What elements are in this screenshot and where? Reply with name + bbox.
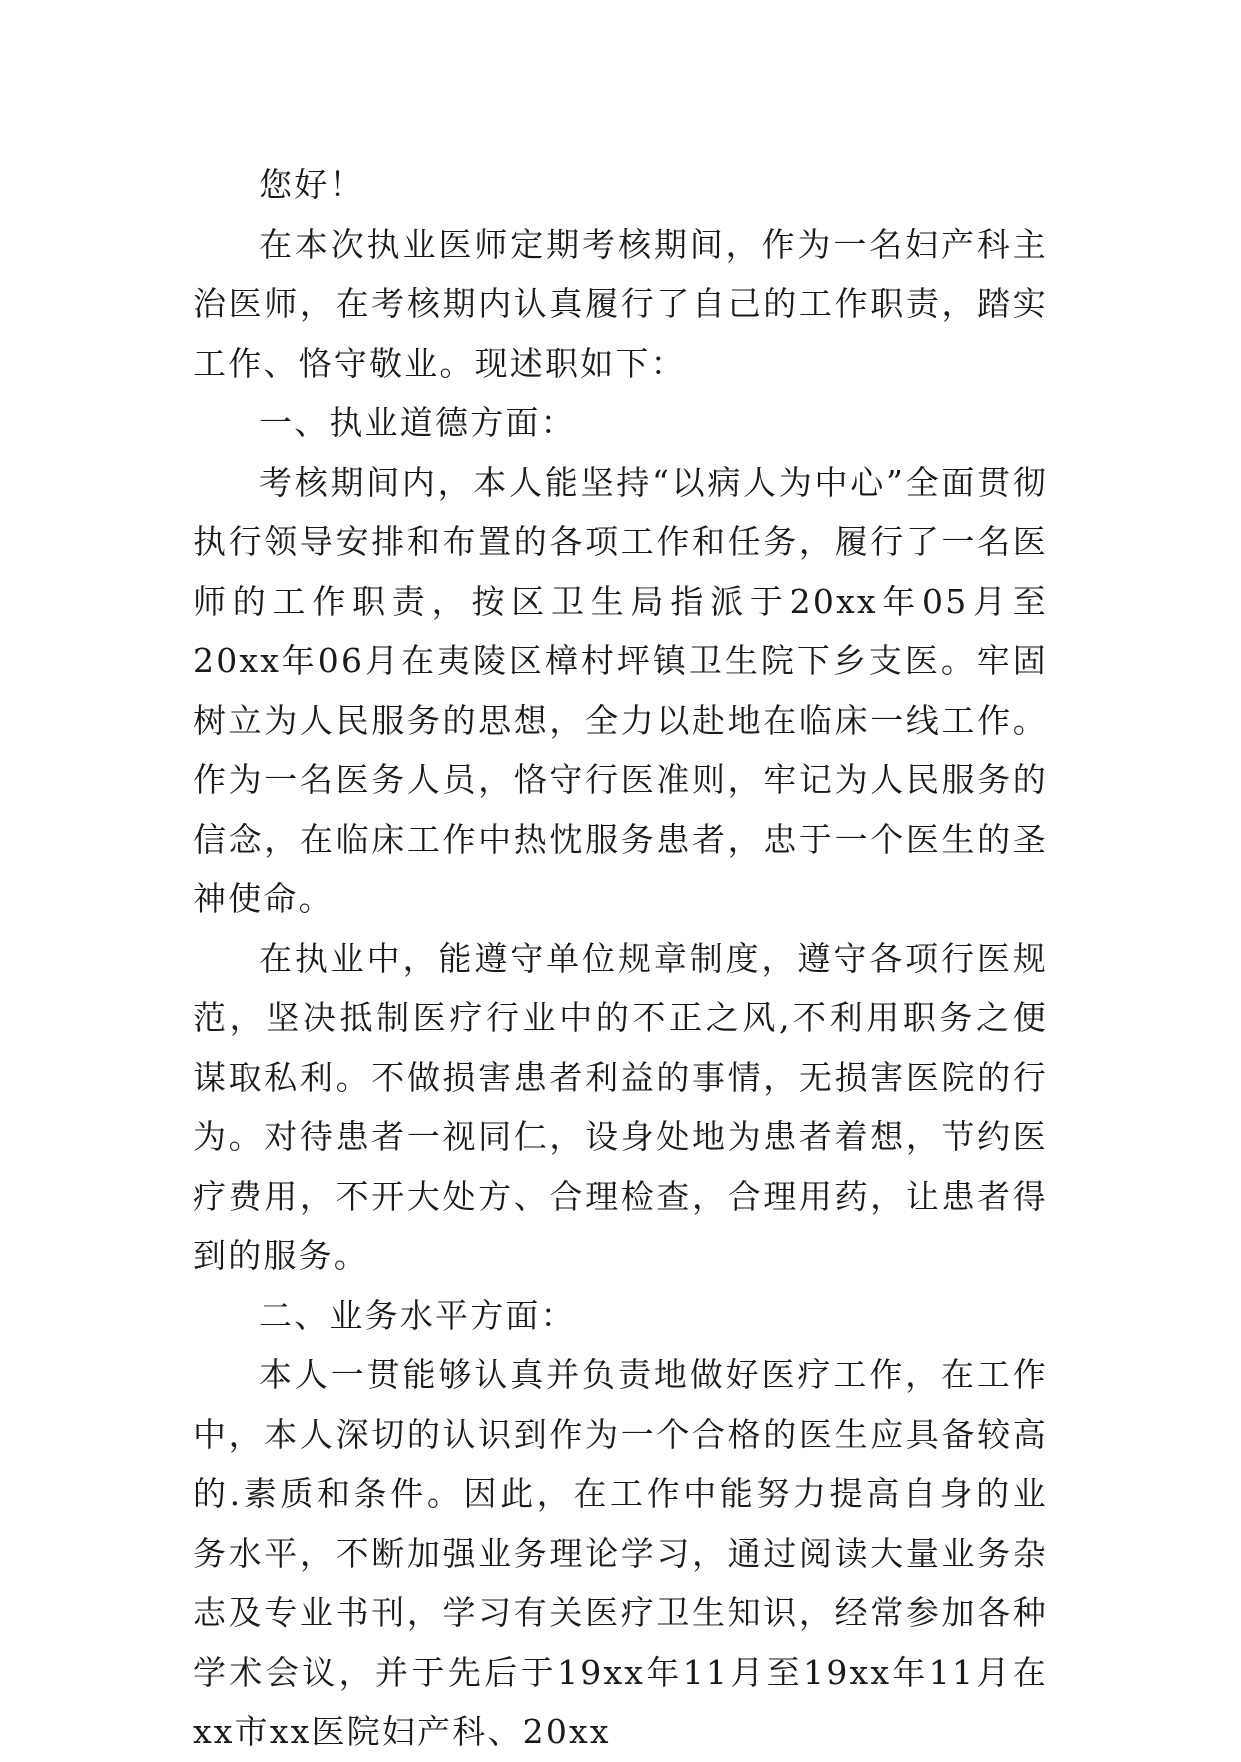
ethics-paragraph-2: 在执业中，能遵守单位规章制度，遵守各项行医规范，坚决抵制医疗行业中的不正之风,不利用职务之便谋取私利。不做损害患者利益的事情，无损害医院的行为。对待患者一视同仁，设身处地为患者着想，节约医疗费用，不开大处方、合理检查，合理用药，让患者得到的服务。	[193, 938, 1048, 1275]
greeting-paragraph: 您好！	[259, 165, 365, 204]
section-heading-skills: 二、业务水平方面：	[259, 1295, 576, 1335]
section-heading-ethics: 一、执业道德方面：	[259, 403, 576, 442]
skills-paragraph-1: 本人一贯能够认真并负责地做好医疗工作，在工作中，本人深切的认识到作为一个合格的医生应具备较高的.素质和条件。因此，在工作中能努力提高自身的业务水平，不断加强业务理论学习，通过阅读大量业务杂志及专业书刊，学习有关医疗卫生知识，经常参加各种学术会议，并于先后于19xx年11月至19xx年11月在xx市xx医院妇产科、20xx	[193, 1355, 1048, 1751]
intro-paragraph: 在本次执业医师定期考核期间，作为一名妇产科主治医师，在考核期内认真履行了自己的工作职责，踏实工作、恪守敬业。现述职如下：	[193, 224, 1048, 383]
ethics-paragraph-1: 考核期间内，本人能坚持“以病人为中心”全面贯彻执行领导安排和布置的各项工作和任务，履行了一名医师的工作职责，按区卫生局指派于20xx年05月至20xx年06月在夷陵区樟村坪镇卫生院下乡支医。牢固树立为人民服务的思想，全力以赴地在临床一线工作。作为一名医务人员，恪守行医准则，牢记为人民服务的信念，在临床工作中热忱服务患者，忠于一个医生的圣神使命。	[193, 462, 1048, 918]
document-body	[193, 155, 1048, 1762]
